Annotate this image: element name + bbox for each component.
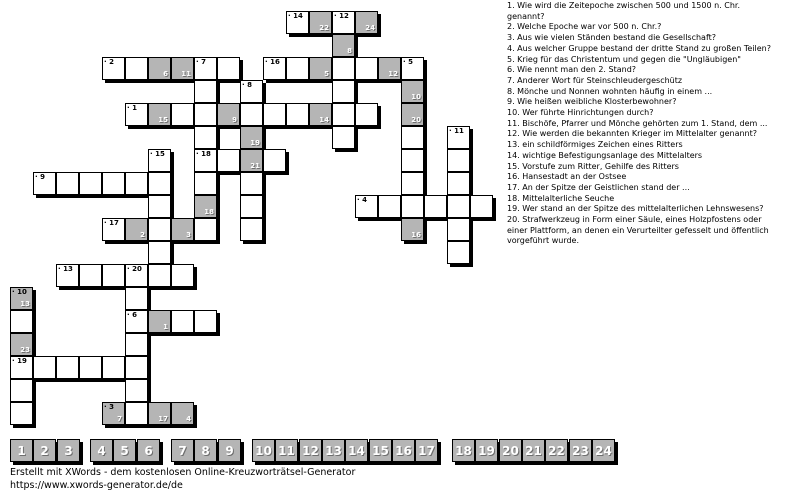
footer-url[interactable]: https://www.xwords-generator.de/de — [10, 480, 183, 491]
clue-number-label: · 16 — [265, 58, 280, 66]
solution-cell[interactable] — [10, 287, 33, 310]
strip-box[interactable] — [10, 439, 33, 462]
strip-box[interactable] — [392, 439, 415, 462]
solution-cell[interactable] — [194, 195, 217, 218]
grid-cell[interactable] — [79, 356, 102, 379]
grid-cell[interactable] — [148, 195, 171, 218]
solution-number: 21 — [250, 162, 260, 170]
solution-number: 2 — [140, 231, 145, 239]
solution-cell[interactable] — [401, 218, 424, 241]
clue-number-label: · 10 — [12, 288, 27, 296]
grid-cell[interactable] — [148, 149, 171, 172]
solution-cell[interactable] — [240, 126, 263, 149]
grid-cell[interactable] — [194, 310, 217, 333]
clue-item: 1. Wie wird die Zeitepoche zwischen 500 und 1500 n. Chr. genannt? — [507, 1, 741, 21]
clue-number-label: · 14 — [288, 12, 303, 20]
clue-number-label: · 19 — [12, 357, 27, 365]
strip-box[interactable] — [322, 439, 345, 462]
grid-cell[interactable] — [194, 57, 217, 80]
clue-item: 10. Wer führte Hinrichtungen durch? — [507, 108, 654, 118]
clue-number-label: · 12 — [334, 12, 349, 20]
grid-cell[interactable] — [125, 402, 148, 425]
grid-cell[interactable] — [217, 149, 240, 172]
grid-cell[interactable] — [10, 310, 33, 333]
clue-item: 8. Mönche und Nonnen wohnten häufig in einem ... — [507, 86, 713, 96]
strip-number: 18 — [455, 444, 472, 458]
grid-cell[interactable] — [240, 195, 263, 218]
strip-number: 6 — [144, 444, 153, 458]
strip-number: 3 — [64, 444, 73, 458]
grid-cell[interactable] — [332, 57, 355, 80]
solution-cell[interactable] — [102, 402, 125, 425]
grid-cell[interactable] — [355, 195, 378, 218]
strip-number: 12 — [302, 444, 319, 458]
solution-cell[interactable] — [148, 57, 171, 80]
grid-cell[interactable] — [125, 379, 148, 402]
strip-number: 21 — [525, 444, 542, 458]
solution-cell[interactable] — [309, 11, 332, 34]
solution-number: 23 — [20, 346, 30, 354]
clue-number-label: · 18 — [196, 150, 211, 158]
clue-number-label: · 15 — [150, 150, 165, 158]
grid-cell[interactable] — [240, 80, 263, 103]
clue-item: 7. Anderer Wort für Steinschleudergeschütz — [507, 75, 683, 85]
strip-number: 2 — [40, 444, 49, 458]
grid-cell[interactable] — [125, 264, 148, 287]
clue-number-label: · 9 — [35, 173, 45, 181]
grid-cell[interactable] — [470, 195, 493, 218]
grid-cell[interactable] — [56, 172, 79, 195]
grid-cell[interactable] — [125, 310, 148, 333]
solution-cell[interactable] — [125, 218, 148, 241]
clue-number-label: · 2 — [104, 58, 114, 66]
solution-cell[interactable] — [401, 103, 424, 126]
grid-cell[interactable] — [171, 310, 194, 333]
grid-cell[interactable] — [148, 218, 171, 241]
grid-cell[interactable] — [171, 264, 194, 287]
clue-number-label: · 6 — [127, 311, 137, 319]
grid-cell[interactable] — [125, 57, 148, 80]
strip-box[interactable] — [113, 439, 136, 462]
strip-number: 15 — [372, 444, 389, 458]
solution-cell[interactable] — [309, 57, 332, 80]
grid-cell[interactable] — [148, 172, 171, 195]
grid-cell[interactable] — [355, 57, 378, 80]
grid-cell[interactable] — [102, 218, 125, 241]
grid-cell[interactable] — [355, 103, 378, 126]
grid-cell[interactable] — [263, 103, 286, 126]
solution-cell[interactable] — [332, 34, 355, 57]
clue-item: 12. Wie werden die bekannten Krieger im Mittelalter genannt? — [507, 129, 758, 139]
solution-number: 5 — [324, 70, 329, 78]
grid-cell[interactable] — [194, 126, 217, 149]
grid-cell[interactable] — [33, 172, 56, 195]
clue-number-label: · 13 — [58, 265, 73, 273]
clue-number-label: · 17 — [104, 219, 119, 227]
strip-number: 22 — [548, 444, 565, 458]
clue-item: 15. Vorstufe zum Ritter, Gehilfe des Ritters — [507, 161, 679, 171]
strip-number: 19 — [478, 444, 495, 458]
grid-cell[interactable] — [125, 103, 148, 126]
strip-number: 13 — [325, 444, 342, 458]
grid-cell[interactable] — [56, 356, 79, 379]
clue-item: 18. Mittelalterliche Seuche — [507, 193, 615, 203]
grid-cell[interactable] — [332, 103, 355, 126]
strip-number: 20 — [502, 444, 519, 458]
grid-cell[interactable] — [286, 57, 309, 80]
solution-number: 18 — [204, 208, 214, 216]
solution-number: 12 — [388, 70, 398, 78]
solution-cell[interactable] — [171, 57, 194, 80]
solution-number: 10 — [411, 93, 421, 101]
strip-number: 10 — [255, 444, 272, 458]
solution-number: 22 — [319, 24, 329, 32]
strip-box[interactable] — [522, 439, 545, 462]
grid-cell[interactable] — [263, 149, 286, 172]
clue-item: 6. Wie nennt man den 2. Stand? — [507, 65, 637, 75]
solution-cell[interactable] — [148, 310, 171, 333]
clue-list — [507, 1, 779, 247]
strip-box[interactable] — [171, 439, 194, 462]
grid-cell[interactable] — [125, 333, 148, 356]
strip-box[interactable] — [252, 439, 275, 462]
solution-cell[interactable] — [309, 103, 332, 126]
clue-item: 5. Krieg für das Christentum und gegen die "Ungläubigen" — [507, 54, 741, 64]
grid-cell[interactable] — [194, 149, 217, 172]
strip-box[interactable] — [57, 439, 80, 462]
strip-box[interactable] — [569, 439, 592, 462]
grid-cell[interactable] — [447, 241, 470, 264]
strip-box[interactable] — [499, 439, 522, 462]
strip-number: 23 — [572, 444, 589, 458]
grid-cell[interactable] — [148, 241, 171, 264]
grid-cell[interactable] — [194, 80, 217, 103]
grid-cell[interactable] — [217, 57, 240, 80]
footer-credit: Erstellt mit XWords - dem kostenlosen Online-Kreuzworträtsel-Generator — [10, 467, 356, 478]
solution-number: 11 — [181, 70, 191, 78]
grid-cell[interactable] — [10, 356, 33, 379]
solution-number: 6 — [163, 70, 168, 78]
solution-cell[interactable] — [10, 333, 33, 356]
grid-cell[interactable] — [401, 149, 424, 172]
grid-cell[interactable] — [401, 57, 424, 80]
solution-number: 7 — [117, 415, 122, 423]
solution-number: 8 — [347, 47, 352, 55]
grid-cell[interactable] — [79, 264, 102, 287]
footer — [10, 466, 355, 492]
grid-cell[interactable] — [240, 103, 263, 126]
grid-cell[interactable] — [263, 57, 286, 80]
grid-cell[interactable] — [332, 80, 355, 103]
solution-number: 14 — [319, 116, 329, 124]
strip-box[interactable] — [275, 439, 298, 462]
solution-number: 1 — [163, 323, 168, 331]
clue-number-label: · 1 — [127, 104, 137, 112]
grid-cell[interactable] — [10, 379, 33, 402]
grid-cell[interactable] — [332, 11, 355, 34]
solution-cell[interactable] — [171, 402, 194, 425]
strip-box[interactable] — [475, 439, 498, 462]
strip-box[interactable] — [194, 439, 217, 462]
clue-item: 3. Aus wie vielen Ständen bestand die Gesellschaft? — [507, 33, 717, 43]
solution-number: 24 — [365, 24, 375, 32]
clue-item: 9. Wie heißen weibliche Klosterbewohner? — [507, 97, 677, 107]
grid-cell[interactable] — [125, 287, 148, 310]
solution-number: 19 — [250, 139, 260, 147]
strip-number: 14 — [348, 444, 365, 458]
strip-box[interactable] — [545, 439, 568, 462]
clue-item: 20. Strafwerkzeug in Form einer Säule, eines Holzpfostens oder einer Plattform, an denen ein Verurteilter gefesselt und öffentlich vorgeführt wurde. — [507, 215, 769, 246]
solution-cell[interactable] — [378, 57, 401, 80]
strip-number: 4 — [97, 444, 106, 458]
grid-cell[interactable] — [286, 103, 309, 126]
strip-box[interactable] — [218, 439, 241, 462]
grid-cell[interactable] — [194, 103, 217, 126]
grid-cell[interactable] — [378, 195, 401, 218]
grid-cell[interactable] — [401, 195, 424, 218]
clue-number-label: · 20 — [127, 265, 142, 273]
grid-cell[interactable] — [194, 218, 217, 241]
strip-box[interactable] — [345, 439, 368, 462]
solution-number: 16 — [411, 231, 421, 239]
clue-item: 19. Wer stand an der Spitze des mittelalterlichen Lehnswesens? — [507, 204, 764, 214]
clue-item: 16. Hansestadt an der Ostsee — [507, 172, 627, 182]
grid-cell[interactable] — [401, 126, 424, 149]
grid-cell[interactable] — [102, 172, 125, 195]
grid-cell[interactable] — [194, 172, 217, 195]
grid-cell[interactable] — [447, 218, 470, 241]
strip-box[interactable] — [299, 439, 322, 462]
clue-item: 11. Bischöfe, Pfarrer und Mönche gehörten zum 1. Stand, dem ... — [507, 118, 768, 128]
clue-item: 17. An der Spitze der Geistlichen stand der ... — [507, 182, 690, 192]
grid-cell[interactable] — [332, 126, 355, 149]
strip-box[interactable] — [90, 439, 113, 462]
strip-box[interactable] — [369, 439, 392, 462]
clue-item: 13. ein schildförmiges Zeichen eines Ritters — [507, 140, 683, 150]
solution-cell[interactable] — [240, 149, 263, 172]
strip-box[interactable] — [33, 439, 56, 462]
strip-box[interactable] — [452, 439, 475, 462]
clue-number-label: · 3 — [104, 403, 114, 411]
strip-number: 7 — [178, 444, 187, 458]
clue-item: 14. wichtige Befestigungsanlage des Mittelalters — [507, 150, 703, 160]
grid-cell[interactable] — [102, 57, 125, 80]
strip-box[interactable] — [137, 439, 160, 462]
strip-number: 9 — [225, 444, 234, 458]
grid-cell[interactable] — [424, 195, 447, 218]
solution-number: 3 — [186, 231, 191, 239]
grid-cell[interactable] — [401, 172, 424, 195]
grid-cell[interactable] — [447, 149, 470, 172]
strip-number: 1 — [17, 444, 26, 458]
solution-cell[interactable] — [148, 103, 171, 126]
strip-number: 24 — [595, 444, 612, 458]
strip-box[interactable] — [415, 439, 438, 462]
clue-number-label: · 7 — [196, 58, 206, 66]
grid-cell[interactable] — [33, 356, 56, 379]
clue-item: 4. Aus welcher Gruppe bestand der dritte Stand zu großen Teilen? — [507, 43, 771, 53]
grid-cell[interactable] — [447, 195, 470, 218]
solution-cell[interactable] — [148, 402, 171, 425]
grid-cell[interactable] — [286, 11, 309, 34]
grid-cell[interactable] — [102, 264, 125, 287]
clue-number-label: · 11 — [449, 127, 464, 135]
solution-number: 9 — [232, 116, 237, 124]
grid-cell[interactable] — [125, 172, 148, 195]
solution-number: 20 — [411, 116, 421, 124]
solution-cell[interactable] — [171, 218, 194, 241]
grid-cell[interactable] — [102, 356, 125, 379]
strip-number: 11 — [278, 444, 295, 458]
solution-number: 13 — [20, 300, 30, 308]
grid-cell[interactable] — [447, 126, 470, 149]
grid-cell[interactable] — [148, 264, 171, 287]
clue-number-label: · 4 — [357, 196, 367, 204]
solution-number: 4 — [186, 415, 191, 423]
strip-box[interactable] — [592, 439, 615, 462]
grid-cell[interactable] — [240, 218, 263, 241]
solution-number: 15 — [158, 116, 168, 124]
grid-cell[interactable] — [171, 103, 194, 126]
grid-cell[interactable] — [56, 264, 79, 287]
grid-cell[interactable] — [240, 172, 263, 195]
grid-cell[interactable] — [125, 356, 148, 379]
grid-cell[interactable] — [447, 172, 470, 195]
grid-cell[interactable] — [10, 402, 33, 425]
clue-number-label: · 5 — [403, 58, 413, 66]
clue-item: 2. Welche Epoche war vor 500 n. Chr.? — [507, 22, 662, 32]
strip-number: 8 — [201, 444, 210, 458]
strip-number: 17 — [418, 444, 435, 458]
clue-number-label: · 8 — [242, 81, 252, 89]
solution-cell[interactable] — [217, 103, 240, 126]
solution-cell[interactable] — [355, 11, 378, 34]
strip-number: 16 — [395, 444, 412, 458]
grid-cell[interactable] — [79, 172, 102, 195]
strip-number: 5 — [120, 444, 129, 458]
solution-cell[interactable] — [401, 80, 424, 103]
solution-number: 17 — [158, 415, 168, 423]
